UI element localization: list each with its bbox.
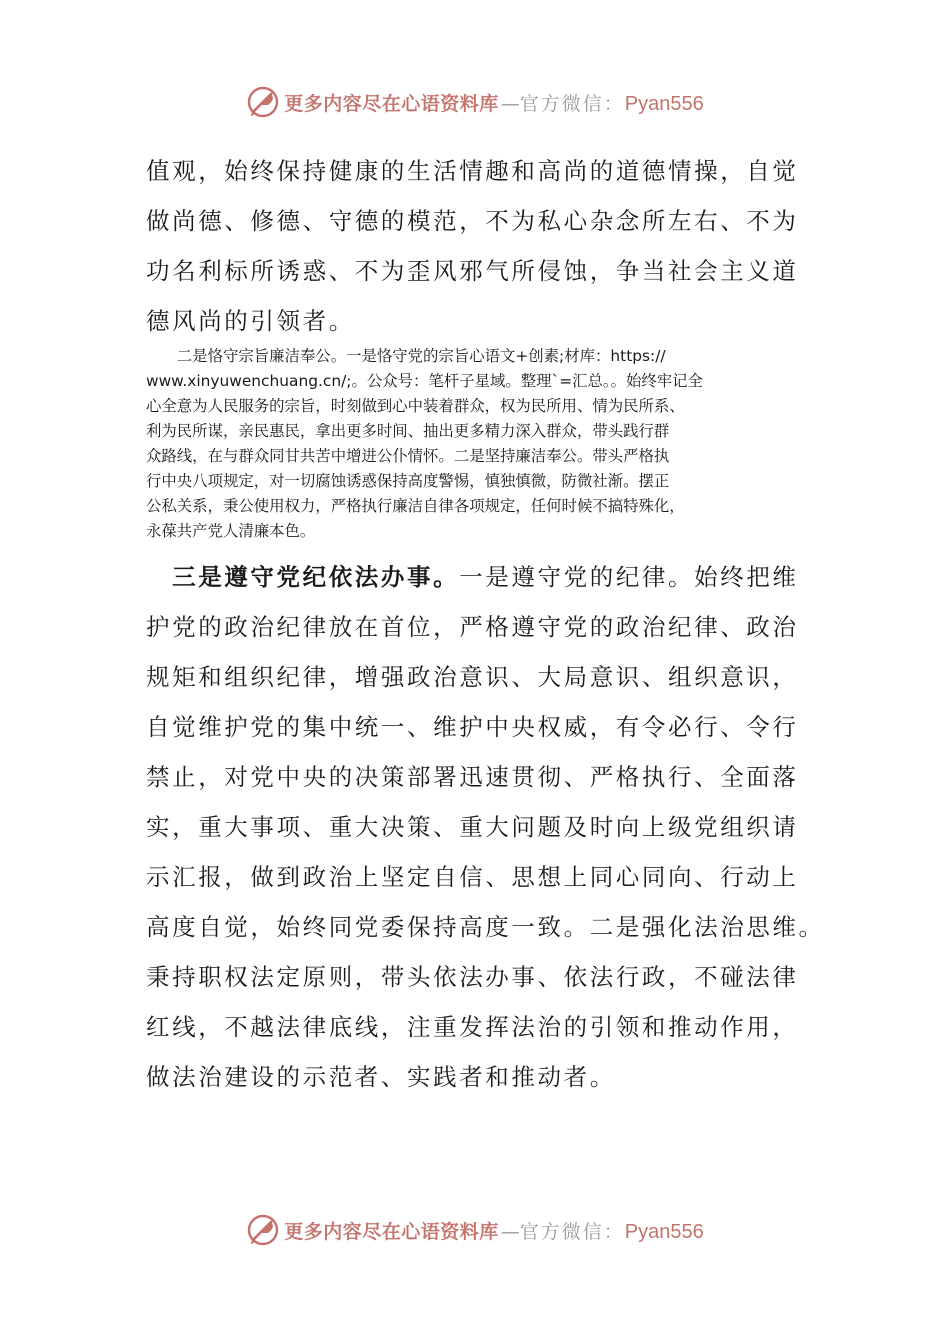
watermark-text [284, 1217, 704, 1244]
text-line: www.xinyuwenchuang.cn/;。公众号：笔杆子星域。整理`=汇总。。始终牢记全 [146, 372, 703, 390]
text-run: 一是遵守党的纪律。始终把维 [459, 563, 799, 591]
text-line: 禁止，对党中央的决策部署迅速贯彻、严格执行、全面落 [146, 763, 799, 791]
quill-logo-icon [246, 85, 280, 119]
text-line: 心全意为人民服务的宗旨，时刻做到心中装着群众，权为民所用、情为民所系、 [146, 397, 685, 415]
text-line: 护党的政治纪律放在首位，严格遵守党的政治纪律、政治 [146, 613, 799, 641]
text-line: 自觉维护党的集中统一、维护中央权威，有令必行、令行 [146, 713, 799, 741]
site-name: 更多内容尽在心语资料库 [284, 92, 499, 115]
text-line: 高度自觉，始终同党委保持高度一致。二是强化法治思维。 [146, 913, 825, 941]
text-line: 示汇报，做到政治上坚定自信、思想上同心同向、行动上 [146, 863, 799, 891]
wechat-label: 官方微信： [519, 1220, 625, 1243]
text-line [146, 552, 816, 602]
section-heading: 三是遵守党纪依法办事。 [172, 563, 460, 591]
text-line: 值观，始终保持健康的生活情趣和高尚的道德情操，自觉 [146, 157, 799, 185]
text-line: 二是恪守宗旨廉洁奉公。一是恪守党的宗旨心语文+创素;材库：https:// [146, 347, 666, 365]
wechat-id: Pyan556 [624, 1220, 704, 1243]
text-line: 实，重大事项、重大决策、重大问题及时向上级党组织请 [146, 813, 799, 841]
text-line: 众路线，在与群众同甘共苦中增进公仆情怀。二是坚持廉洁奉公。带头严格执 [146, 447, 670, 465]
paragraph-discipline [146, 552, 825, 1102]
text-line: 利为民所谋，亲民惠民，拿出更多时间、抽出更多精力深入群众，带头践行群 [146, 422, 670, 440]
text-line: 规矩和组织纪律，增强政治意识、大局意识、组织意识， [146, 663, 799, 691]
separator-dash: — [500, 92, 518, 115]
paragraph-integrity [146, 344, 810, 544]
text-line: 功名利标所诱惑、不为歪风邪气所侵蚀，争当社会主义道 [146, 257, 799, 285]
separator-dash: — [500, 1220, 518, 1243]
text-line: 永葆共产党人清廉本色。 [146, 522, 316, 540]
header-watermark-banner [0, 80, 950, 124]
footer-watermark-banner [0, 1208, 950, 1252]
text-line: 公私关系，秉公使用权力，严格执行廉洁自律各项规定，任何时候不搞特殊化， [146, 497, 685, 515]
paragraph-continuation [146, 146, 816, 346]
site-name: 更多内容尽在心语资料库 [284, 1220, 499, 1243]
wechat-id: Pyan556 [624, 92, 704, 115]
text-line: 秉持职权法定原则，带头依法办事、依法行政，不碰法律 [146, 963, 799, 991]
wechat-label: 官方微信： [519, 92, 625, 115]
text-line: 红线，不越法律底线，注重发挥法治的引领和推动作用， [146, 1013, 799, 1041]
text-line: 做尚德、修德、守德的模范，不为私心杂念所左右、不为 [146, 207, 799, 235]
text-line: 行中央八项规定，对一切腐蚀诱惑保持高度警惕，慎独慎微，防微社渐。摆正 [146, 472, 670, 490]
text-line: 德风尚的引领者。 [146, 307, 355, 335]
watermark-text [284, 89, 704, 116]
text-line: 做法治建设的示范者、实践者和推动者。 [146, 1063, 616, 1091]
quill-logo-icon [246, 1213, 280, 1247]
